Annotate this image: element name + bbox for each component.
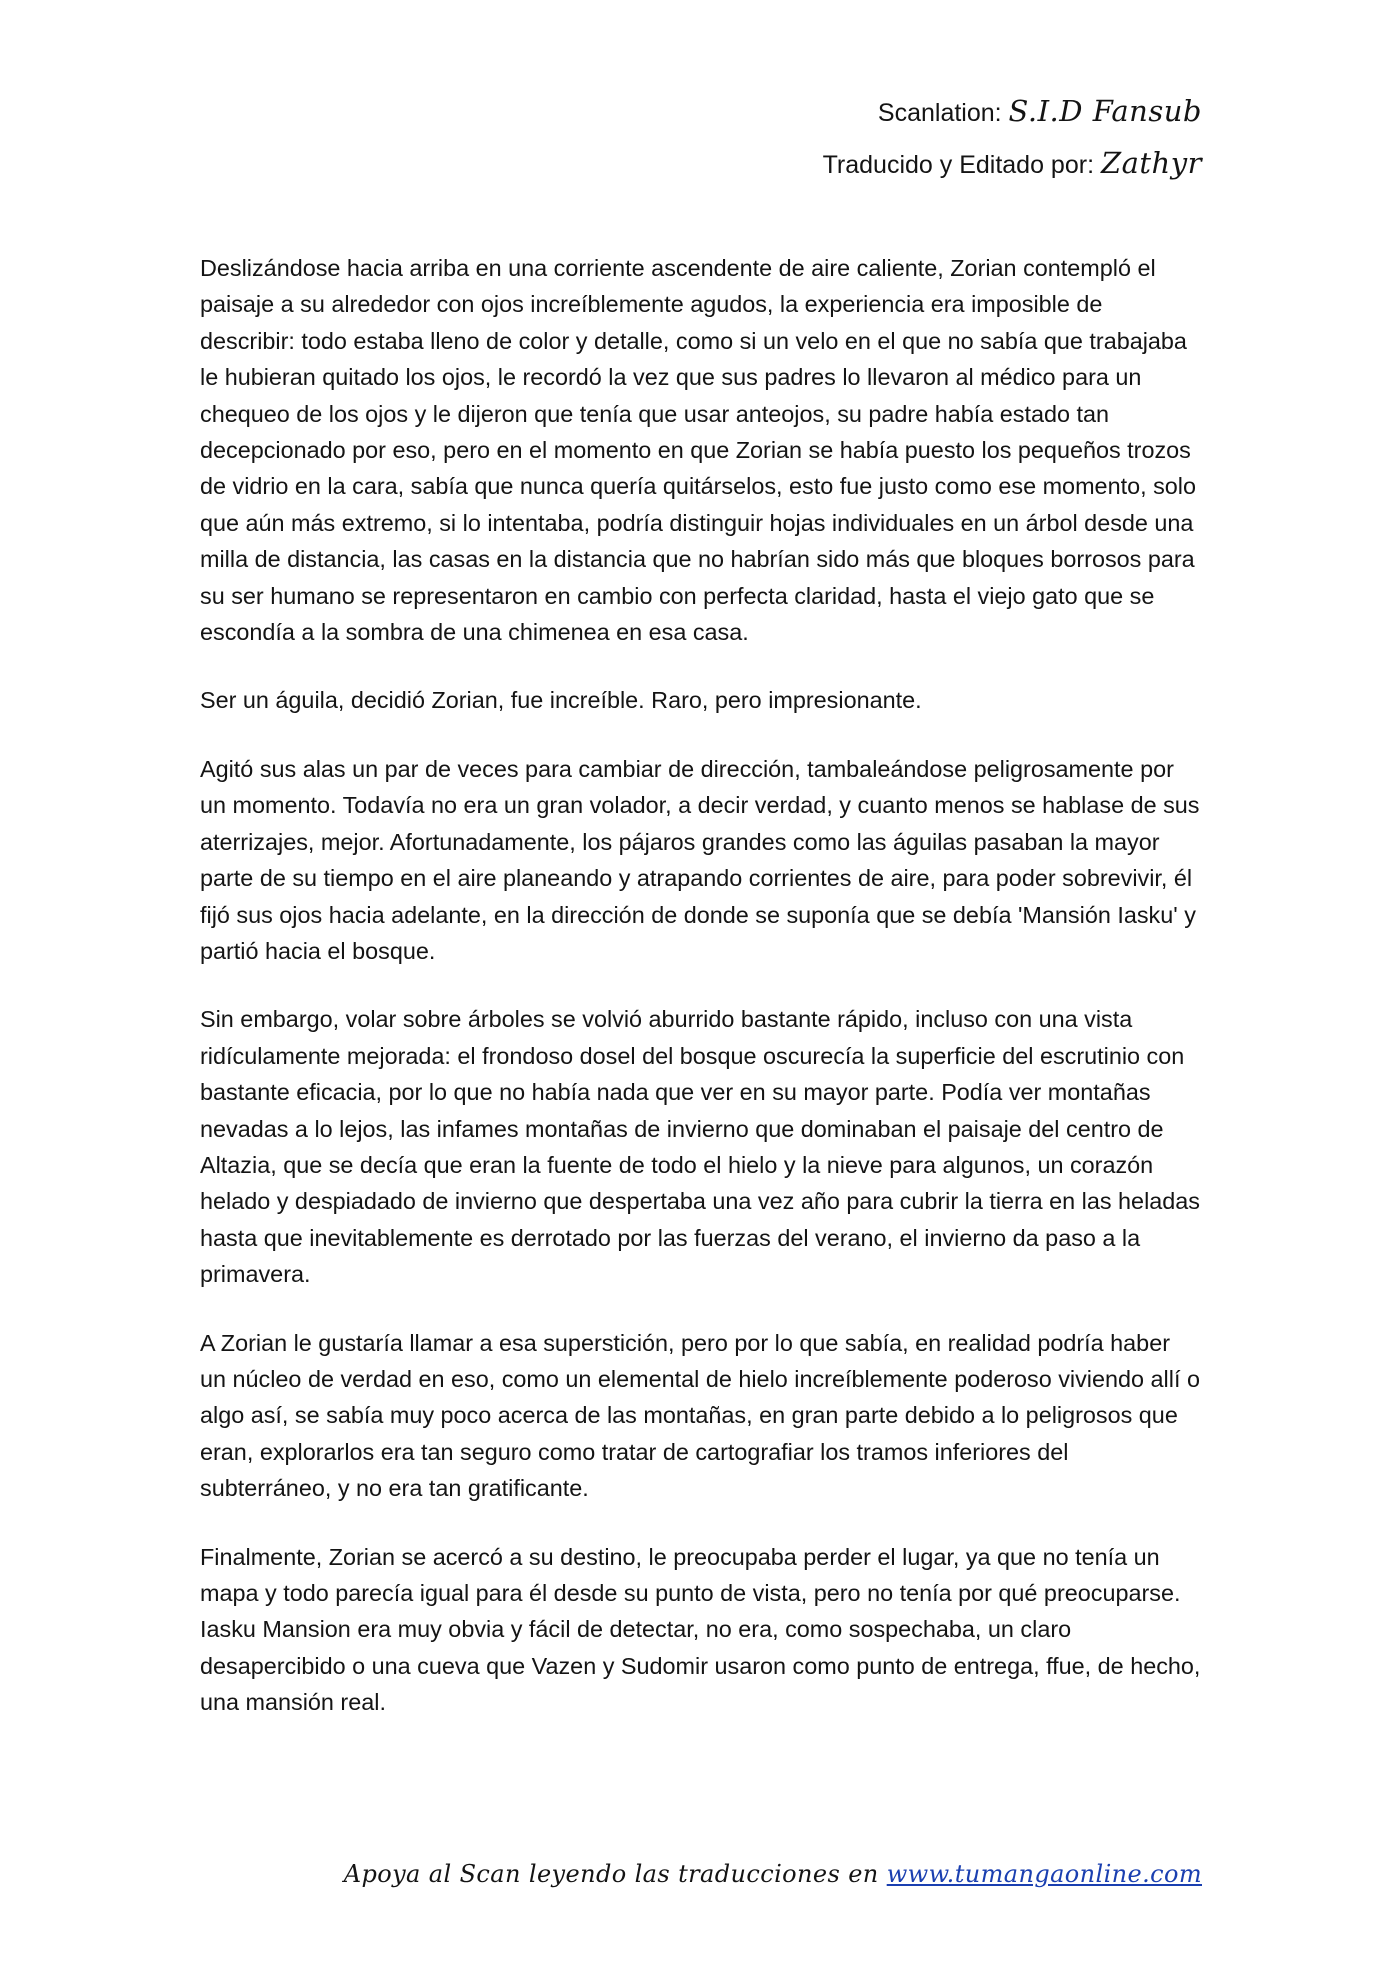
credit-line — [823, 138, 1202, 190]
scanlation-line — [823, 86, 1202, 138]
paragraph-2: Ser un águila, decidió Zorian, fue increíble. Raro, pero impresionante. — [200, 687, 922, 714]
footer-link[interactable]: www.tumangaonline.com — [886, 1860, 1202, 1888]
translator-name: Zathyr — [1100, 146, 1202, 180]
document-body — [200, 250, 1202, 1753]
paragraph-4: Sin embargo, volar sobre árboles se volvió aburrido bastante rápido, incluso con una vista ridículamente mejorada: el frondoso dosel del bosque oscurecía la superficie del escrutinio con bastante eficacia, por lo que no había nada que ver en su mayor parte. Podía ver montañas nevadas a lo lejos, las infames montañas de invierno que dominaban el paisaje del centro de Altazia, que se decía que eran la fuente de todo el hielo y la nieve para algunos, un corazón helado y despiadado de invierno que despertaba una vez año para cubrir la tierra en las heladas hasta que inevitablemente es derrotado por las fuerzas del verano, el invierno da paso a la primavera. — [200, 1006, 1200, 1288]
page-header — [823, 86, 1202, 190]
paragraph-5: A Zorian le gustaría llamar a esa superstición, pero por lo que sabía, en realidad podría haber un núcleo de verdad en eso, como un elemental de hielo increíblemente poderoso viviendo allí o algo así, se sabía muy poco acerca de las montañas, en gran parte debido a lo peligrosos que eran, explorarlos era tan seguro como tratar de cartografiar los tramos inferiores del subterráneo, y no era tan gratificante. — [200, 1329, 1200, 1502]
scanlation-group: S.I.D Fansub — [1008, 94, 1202, 128]
scanlation-label: Scanlation: — [877, 99, 1009, 127]
paragraph-6: Finalmente, Zorian se acercó a su destino, le preocupaba perder el lugar, ya que no tenía un mapa y todo parecía igual para él desde su punto de vista, pero no tenía por qué preocuparse. Iasku Mansion era muy obvia y fácil de detectar, no era, como sospechaba, un claro desapercibido o una cueva que Vazen y Sudomir usaron como punto de entrega, ffue, de hecho, una mansión real. — [200, 1543, 1201, 1716]
paragraph-1: Deslizándose hacia arriba en una corriente ascendente de aire caliente, Zorian contempló el paisaje a su alrededor con ojos increíblemente agudos, la experiencia era imposible de describir: todo estaba lleno de color y detalle, como si un velo en el que no sabía que trabajaba le hubieran quitado los ojos, le recordó la vez que sus padres lo llevaron al médico para un chequeo de los ojos y le dijeron que tenía que usar anteojos, su padre había estado tan decepcionado por eso, pero en el momento en que Zorian se había puesto los pequeños trozos de vidrio en la cara, sabía que nunca quería quitárselos, esto fue justo como ese momento, solo que aún más extremo, si lo intentaba, podría distinguir hojas individuales en un árbol desde una milla de distancia, las casas en la distancia que no habrían sido más que bloques borrosos para su ser humano se representaron en cambio con perfecta claridad, hasta el viejo gato que se escondía a la sombra de una chimenea en esa casa. — [200, 255, 1196, 646]
credit-label: Traducido y Editado por: — [822, 151, 1101, 179]
footer-text: Apoya al Scan leyendo las traducciones en — [343, 1860, 887, 1888]
paragraph-3: Agitó sus alas un par de veces para cambiar de dirección, tambaleándose peligrosamente por un momento. Todavía no era un gran volador, a decir verdad, y cuanto menos se hablase de sus aterrizajes, mejor. Afortunadamente, los pájaros grandes como las águilas pasaban la mayor parte de su tiempo en el aire planeando y atrapando corrientes de aire, para poder sobrevivir, él fijó sus ojos hacia adelante, en la dirección de donde se suponía que se debía 'Mansión Iasku' y partió hacia el bosque. — [200, 755, 1200, 964]
page-footer — [344, 1860, 1202, 1888]
